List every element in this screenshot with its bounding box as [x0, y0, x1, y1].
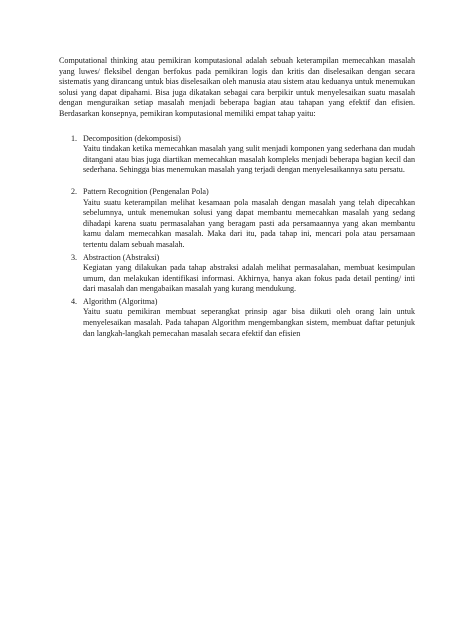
step-number: 4.	[71, 296, 78, 306]
list-item	[59, 253, 415, 295]
step-number: 1.	[71, 133, 78, 143]
intro-paragraph: Computational thinking atau pemikiran komputasional adalah sebuah keterampilan memecahkan masalah yang luwes/ fleksibel dengan berfokus pada pemikiran logis dan kritis dan diselesaikan dengan secara sistematis yang dirancang untuk bias diselesaikan oleh manusia atau sistem atau keduanya untuk menemukan solusi yang dapat dipahami. Bisa juga dikatakan sebagai cara berpikir untuk menyelesaikan suatu masalah dengan menguraikan setiap masalah menjadi beberapa bagian atau tahapan yang efektif dan efisien. Berdasarkan konsepnya, pemikiran komputasional memiliki empat tahap yaitu:	[59, 56, 415, 118]
list-item	[59, 297, 415, 339]
document-page	[59, 56, 415, 339]
step-number: 3.	[71, 252, 78, 262]
step-description: Yaitu suatu pemikiran membuat seperangkat prinsip agar bisa diikuti oleh orang lain untuk menyelesaikan masalah. Pada tahapan Algorithm mengembangkan sistem, membuat daftar petunjuk dan langkah-langkah pemecahan masalah secara efektif dan efisien	[83, 307, 415, 338]
step-description: Kegiatan yang dilakukan pada tahap abstraksi adalah melihat permasalahan, membuat kesimpulan umum, dan melakukan identifikasi informasi. Akhirnya, hanya akan fokus pada detail penting/ inti dari masalah dan mengabaikan masalah yang kurang mendukung.	[83, 263, 415, 294]
step-title: Algorithm (Algoritma)	[83, 296, 158, 306]
step-number: 2.	[71, 186, 78, 196]
list-item	[59, 134, 415, 176]
step-title: Pattern Recognition (Pengenalan Pola)	[83, 186, 209, 196]
step-description: Yaitu tindakan ketika memecahkan masalah yang sulit menjadi komponen yang sederhana dan mudah ditangani atau bias juga diartikan memecahkan masalah kompleks menjadi beberapa bagian kecil dan sederhana. Sehingga bias menemukan masalah yang terjadi dengan menyelesaikannya satu persatu.	[83, 144, 415, 175]
list-item	[59, 187, 415, 251]
step-title: Abstraction (Abstraksi)	[83, 252, 160, 262]
steps-list	[59, 134, 415, 340]
step-description: Yaitu suatu keterampilan melihat kesamaan pola masalah dengan masalah yang telah dipecahkan sebelumnya, untuk menemukan solusi yang dapat membantu memecahkan masalah yang sedang dihadapi karena suatu permasalahan yang beragam pasti ada persamaannya yang akan membantu kamu dalam memecahkan masalah. Maka dari itu, pada tahap ini, mencari pola atau persamaan tertentu dalam sebuah masalah.	[83, 197, 415, 249]
step-title: Decomposition (dekomposisi)	[83, 133, 181, 143]
